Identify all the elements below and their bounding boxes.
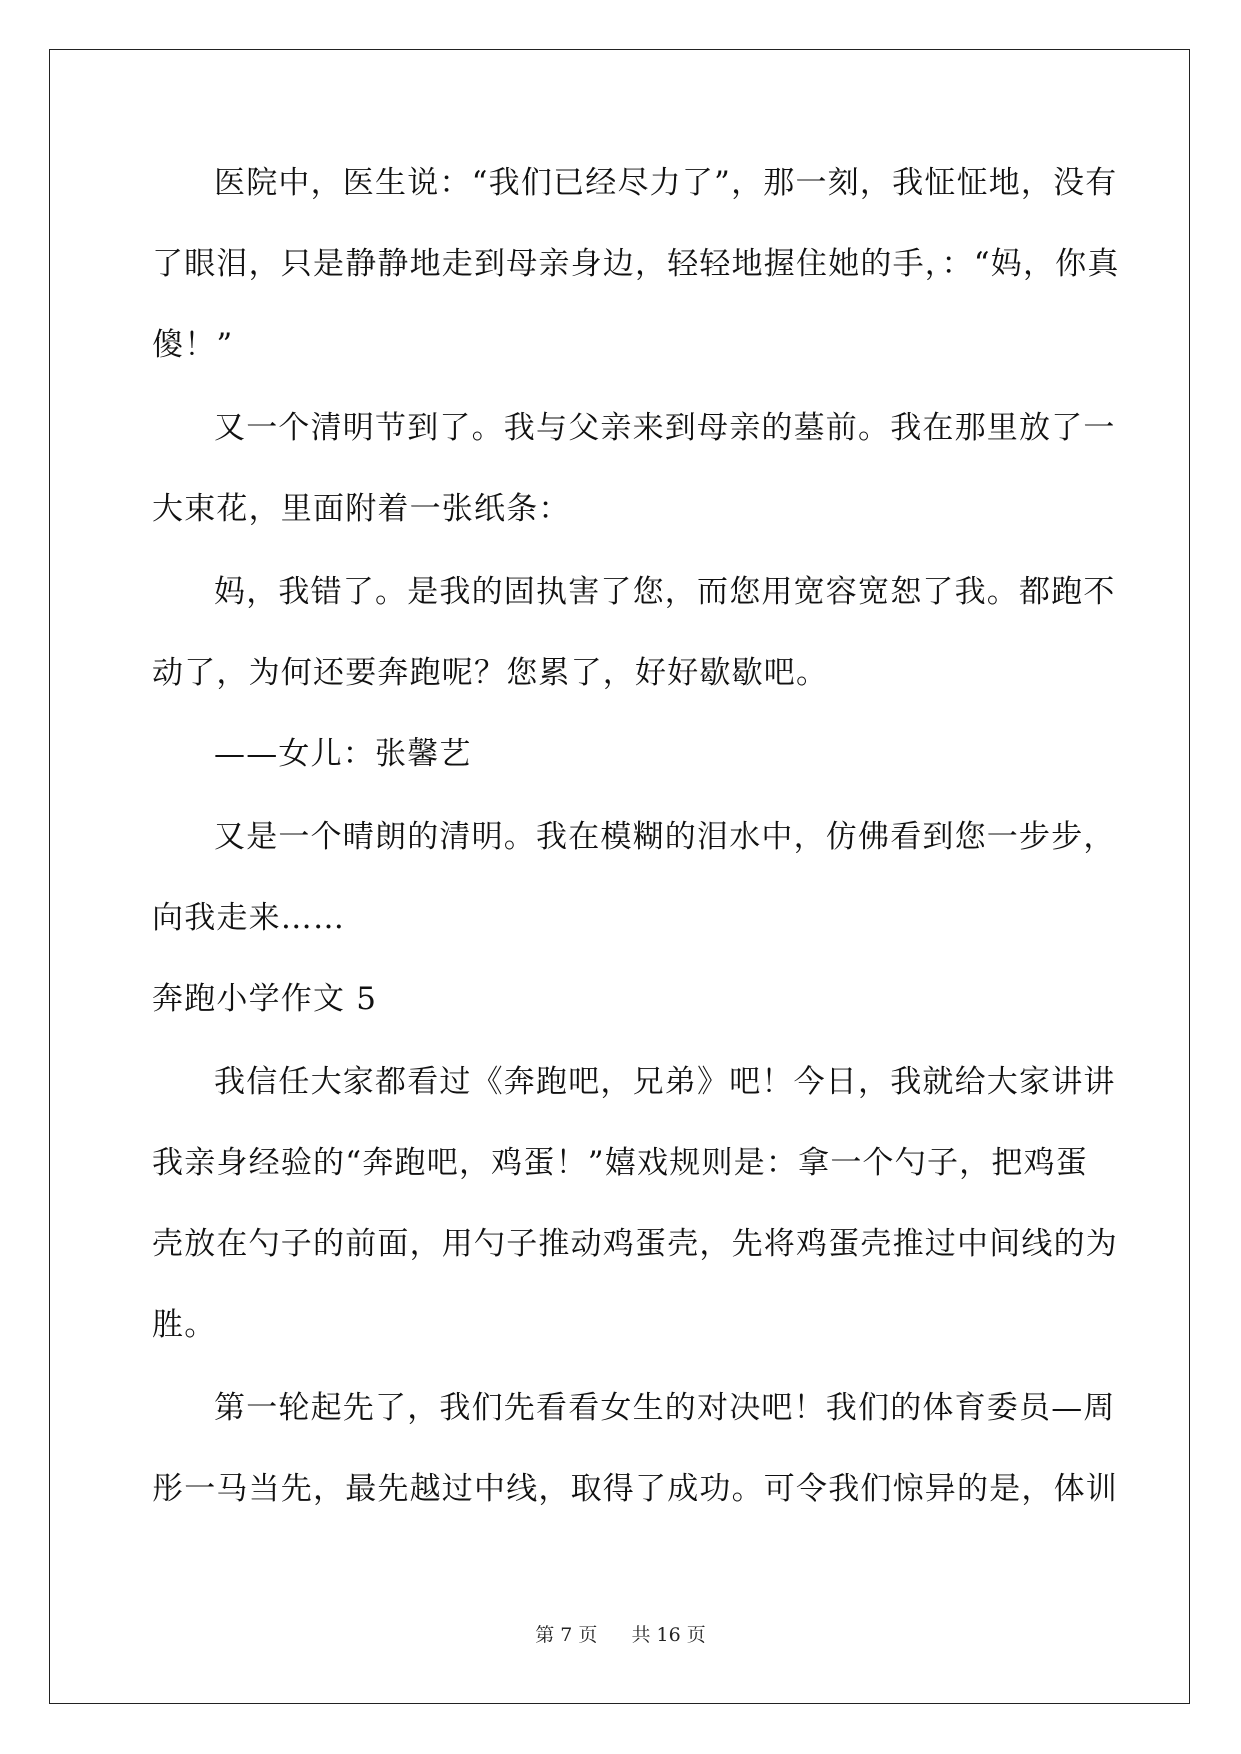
paragraph-line: 壳放在勺子的前面，用勺子推动鸡蛋壳，先将鸡蛋壳推过中间线的为: [152, 1226, 1118, 1262]
paragraph-line: 了眼泪，只是静静地走到母亲身边，轻轻地握住她的手，：“妈，你真: [152, 246, 1120, 282]
page-footer: [0, 1623, 1241, 1647]
paragraph-line: 动了，为何还要奔跑呢？您累了，好好歇歇吧。: [152, 655, 829, 691]
signature-line: ——女儿：张馨艺: [214, 736, 472, 772]
paragraph-line: 向我走来……: [152, 900, 346, 936]
paragraph-line: 傻！”: [152, 327, 234, 363]
paragraph-line: 我亲身经验的“奔跑吧，鸡蛋！”嬉戏规则是：拿一个勺子，把鸡蛋: [152, 1145, 1088, 1181]
section-heading: 奔跑小学作文 5: [152, 981, 378, 1017]
paragraph-line: 第一轮起先了，我们先看看女生的对决吧！我们的体育委员—周: [214, 1390, 1116, 1426]
paragraph-line: 我信任大家都看过《奔跑吧，兄弟》吧！今日，我就给大家讲讲: [214, 1064, 1116, 1100]
paragraph-line: 又是一个晴朗的清明。我在模糊的泪水中，仿佛看到您一步步，: [214, 819, 1116, 855]
paragraph-line: 妈，我错了。是我的固执害了您，而您用宽容宽恕了我。都跑不: [214, 574, 1116, 610]
paragraph-line: 医院中，医生说：“我们已经尽力了”，那一刻，我怔怔地，没有: [214, 165, 1118, 201]
paragraph-line: 大束花，里面附着一张纸条：: [152, 491, 571, 527]
page-number: 第 7 页: [535, 1624, 598, 1646]
paragraph-line: 彤一马当先，最先越过中线，取得了成功。可令我们惊异的是，体训: [152, 1471, 1118, 1507]
paragraph-line: 又一个清明节到了。我与父亲来到母亲的墓前。我在那里放了一: [214, 410, 1116, 446]
page-total: 共 16 页: [631, 1624, 706, 1646]
paragraph-line: 胜。: [152, 1307, 217, 1343]
document-body: [152, 160, 1120, 1512]
